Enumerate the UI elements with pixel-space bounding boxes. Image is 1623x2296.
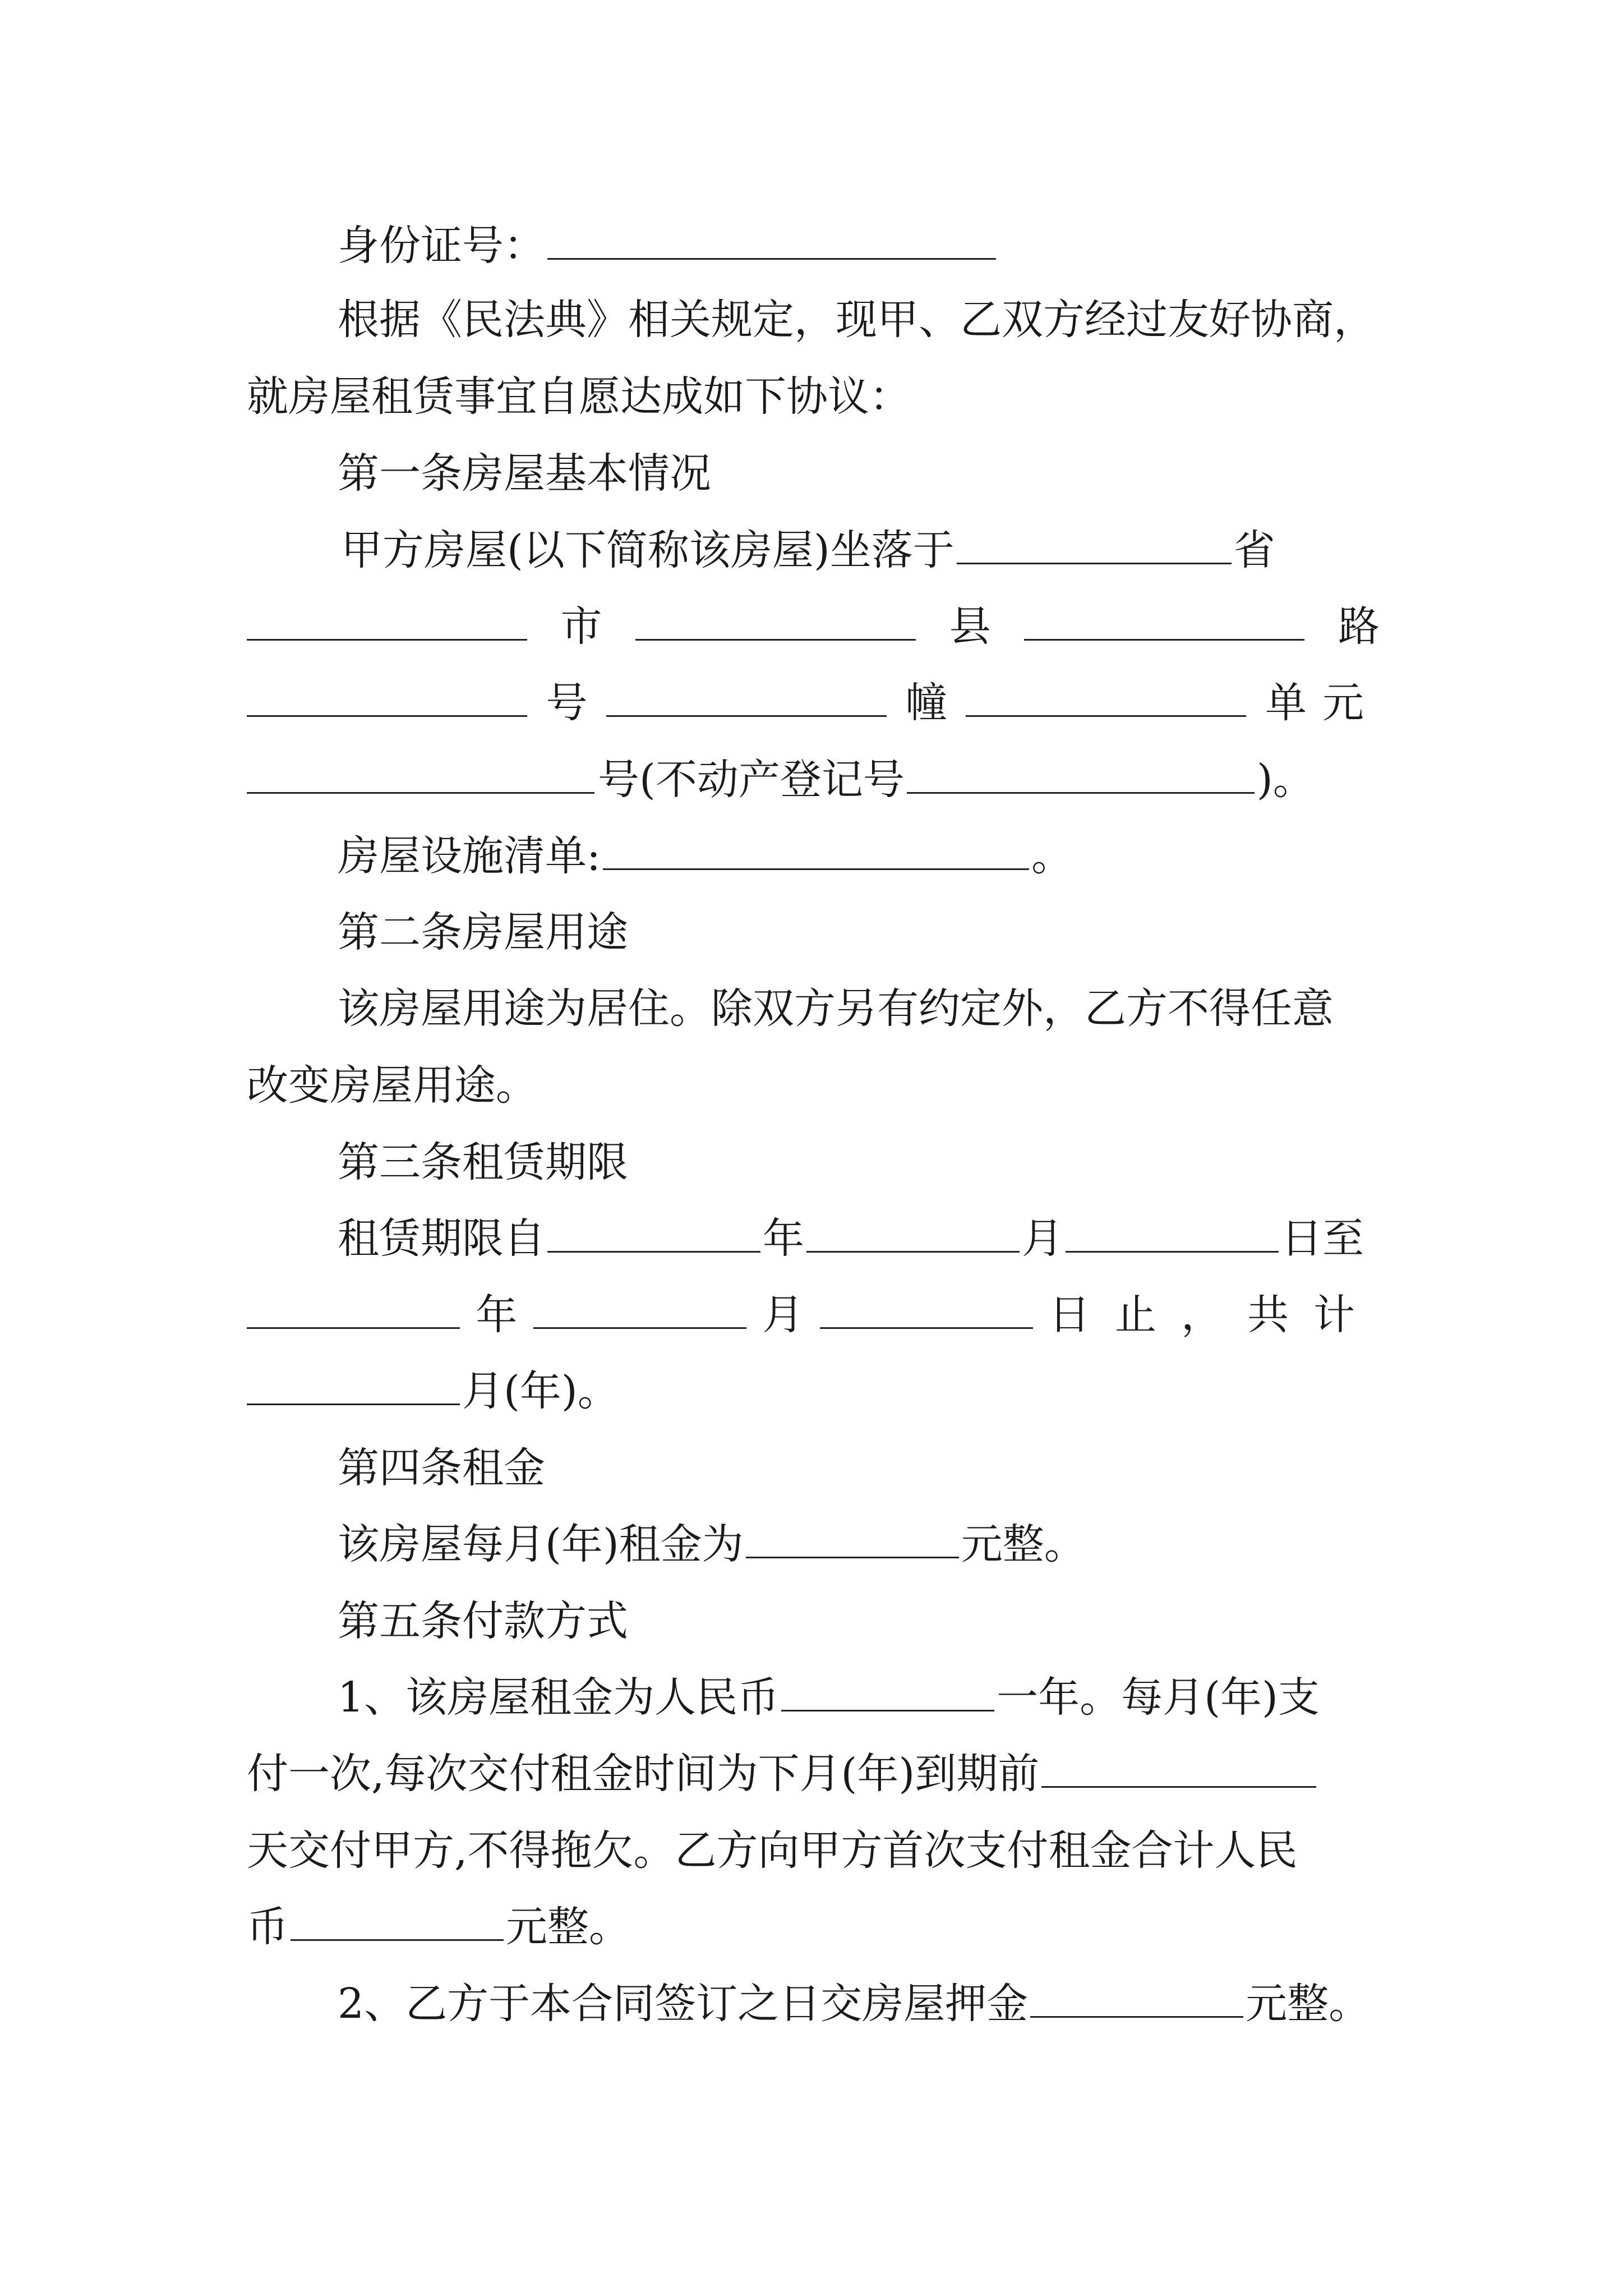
annual-rent-blank[interactable] — [781, 1675, 994, 1711]
article4-title: 第四条租金 — [338, 1444, 545, 1492]
facilities-line — [338, 822, 1073, 890]
building-label: 幢 — [905, 679, 947, 727]
start-month-label: 月 — [1022, 1214, 1063, 1263]
start-year-blank[interactable] — [547, 1216, 760, 1253]
facilities-blank[interactable] — [603, 834, 1029, 870]
id-number-label: 身份证号： — [338, 222, 545, 270]
end-month-blank[interactable] — [533, 1292, 746, 1329]
number-blank[interactable] — [247, 680, 527, 717]
facilities-end: 。 — [1031, 832, 1073, 880]
payment-line-4-b: 元整。 — [506, 1903, 630, 1951]
days-before-blank[interactable] — [1041, 1751, 1316, 1788]
start-day-blank[interactable] — [1066, 1216, 1279, 1253]
rent-prefix: 该房屋每月(年)租金为 — [338, 1520, 744, 1568]
id-number-line — [338, 212, 998, 279]
room-label: 号(不动产登记号 — [598, 756, 905, 804]
registration-number-blank[interactable] — [907, 757, 1255, 794]
deposit-suffix: 元整。 — [1246, 1980, 1371, 2028]
unit-blank[interactable] — [966, 680, 1246, 717]
location-line-4 — [247, 746, 1315, 813]
end-day-blank[interactable] — [820, 1292, 1033, 1329]
article2-line-1: 该房屋用途为居住。除双方另有约定外，乙方不得任意 — [338, 984, 1334, 1033]
rent-suffix: 元整。 — [961, 1520, 1086, 1568]
road-label: 路 — [1338, 602, 1380, 651]
id-number-blank[interactable] — [547, 223, 996, 260]
payment-line-4 — [247, 1893, 630, 1961]
term-line-1 — [338, 1205, 1364, 1272]
term-line-2 — [247, 1281, 1380, 1349]
province-blank[interactable] — [957, 528, 1232, 564]
term-prefix: 租赁期限自 — [338, 1214, 545, 1263]
payment-line-3: 天交付甲方,不得拖欠。乙方向甲方首次支付租金合计人民 — [247, 1826, 1298, 1875]
location-line-1 — [341, 517, 1275, 584]
end-year-blank[interactable] — [247, 1292, 460, 1329]
start-day-label: 日至 — [1281, 1214, 1364, 1263]
total-term-label: 月(年)。 — [462, 1367, 619, 1415]
county-blank[interactable] — [635, 604, 916, 641]
end-day-label: 日止，共计 — [1048, 1291, 1380, 1339]
deposit-prefix: 2、乙方于本合同签订之日交房屋押金 — [338, 1980, 1029, 2028]
end-month-label: 月 — [762, 1291, 804, 1339]
article5-title: 第五条付款方式 — [338, 1597, 628, 1645]
payment-line-2-text: 付一次,每次交付租金时间为下月(年)到期前 — [247, 1750, 1040, 1798]
payment-line-1 — [338, 1664, 1320, 1731]
article2-title: 第二条房屋用途 — [338, 908, 628, 956]
article2-line-2: 改变房屋用途。 — [247, 1061, 537, 1110]
location-prefix: 甲方房屋(以下简称该房屋)坐落于 — [341, 526, 955, 574]
rent-line — [338, 1511, 1086, 1578]
road-blank[interactable] — [1024, 604, 1304, 641]
start-year-label: 年 — [763, 1214, 804, 1263]
province-label: 省 — [1233, 526, 1275, 574]
registration-close: )。 — [1256, 756, 1315, 804]
payment-line-2 — [247, 1740, 1318, 1807]
end-year-label: 年 — [476, 1291, 518, 1339]
deposit-blank[interactable] — [1030, 1981, 1243, 2018]
article1-title: 第一条房屋基本情况 — [338, 449, 711, 498]
first-payment-blank[interactable] — [291, 1904, 504, 1941]
number-label: 号 — [546, 679, 588, 727]
total-term-blank[interactable] — [247, 1369, 460, 1405]
city-label: 市 — [560, 602, 602, 651]
location-line-2 — [247, 593, 1380, 660]
facilities-label: 房屋设施清单: — [338, 832, 601, 880]
county-label: 县 — [949, 602, 991, 651]
location-line-3 — [247, 669, 1380, 737]
room-blank[interactable] — [247, 757, 594, 794]
payment-line-1-b: 一年。每月(年)支 — [997, 1673, 1320, 1722]
intro-line-1: 根据《民法典》相关规定，现甲、乙双方经过友好协商， — [338, 296, 1375, 344]
start-month-blank[interactable] — [806, 1216, 1020, 1253]
article3-title: 第三条租赁期限 — [338, 1138, 628, 1186]
term-line-3 — [247, 1358, 619, 1425]
deposit-line — [338, 1970, 1370, 2037]
city-blank[interactable] — [247, 604, 527, 641]
payment-line-1-a: 1、该房屋租金为人民币 — [338, 1673, 780, 1722]
rent-amount-blank[interactable] — [746, 1522, 959, 1558]
payment-line-4-a: 币 — [247, 1903, 288, 1951]
building-blank[interactable] — [606, 680, 887, 717]
unit-label: 单元 — [1265, 679, 1380, 727]
intro-line-2: 就房屋租赁事宜自愿达成如下协议： — [247, 372, 911, 421]
